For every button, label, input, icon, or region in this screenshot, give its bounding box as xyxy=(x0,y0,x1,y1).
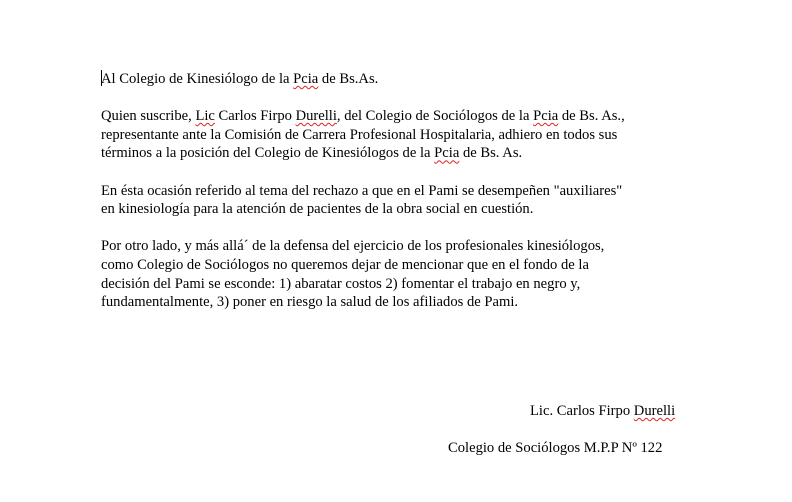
salutation xyxy=(101,70,701,89)
text-run: de Bs. As., xyxy=(558,108,625,125)
paragraph-gap xyxy=(101,163,701,182)
paragraph-3-line-4: fundamentalmente, 3) poner en riesgo la salud de los afiliados de Pami. xyxy=(101,294,519,311)
document-body[interactable] xyxy=(101,70,701,312)
misspelled-word[interactable]: Pcia xyxy=(434,145,460,162)
paragraph-2-line-1: En ésta ocasión referido al tema del rechazo a que en el Pami se desempeñen "auxiliares" xyxy=(101,182,623,199)
salutation-text: Al Colegio de Kinesiólogo de la xyxy=(101,71,294,87)
paragraph-1-line-2: representante ante la Comisión de Carrera Profesional Hospitalaria, adhiero en todos sus xyxy=(101,126,618,143)
misspelled-word[interactable]: Durelli xyxy=(295,108,337,125)
paragraph-1-line-3 xyxy=(101,144,701,163)
paragraph-gap xyxy=(101,219,701,238)
text-run: términos a la posición del Colegio de Kinesiólogos de la xyxy=(101,145,435,162)
text-run: Carlos Firpo xyxy=(214,108,296,125)
text-run: Lic. Carlos Firpo xyxy=(530,403,634,419)
paragraph-2-line-2: en kinesiología para la atención de pacientes de la obra social en cuestión. xyxy=(101,201,534,218)
paragraph-1 xyxy=(101,107,701,163)
salutation-text-end: de Bs.As. xyxy=(318,71,379,87)
paragraph-3-line-2: como Colegio de Sociólogos no queremos dejar de mencionar que en el fondo de la xyxy=(101,256,589,273)
text-run: de Bs. As. xyxy=(459,145,523,162)
misspelled-word[interactable]: Pcia xyxy=(293,71,319,87)
misspelled-word[interactable]: Lic xyxy=(195,108,215,125)
paragraph-1-line-1 xyxy=(101,107,701,126)
signature-organization: Colegio de Sociólogos M.P.P Nº 122 xyxy=(448,440,663,456)
misspelled-word[interactable]: Pcia xyxy=(533,108,559,125)
misspelled-word[interactable]: Durelli xyxy=(633,403,676,419)
text-run: , del Colegio de Sociólogos de la xyxy=(336,108,534,125)
paragraph-gap xyxy=(101,89,701,108)
paragraph-3-line-3: decisión del Pami se esconde: 1) abaratar costos 2) fomentar el trabajo en negro y, xyxy=(101,275,581,292)
paragraph-2 xyxy=(101,182,701,219)
paragraph-3 xyxy=(101,237,701,311)
paragraph-3-line-1: Por otro lado, y más allá´ de la defensa del ejercicio de los profesionales kinesiólogos, xyxy=(101,238,605,255)
text-run: Quien suscribe, xyxy=(101,108,196,125)
signature-name xyxy=(530,403,675,420)
